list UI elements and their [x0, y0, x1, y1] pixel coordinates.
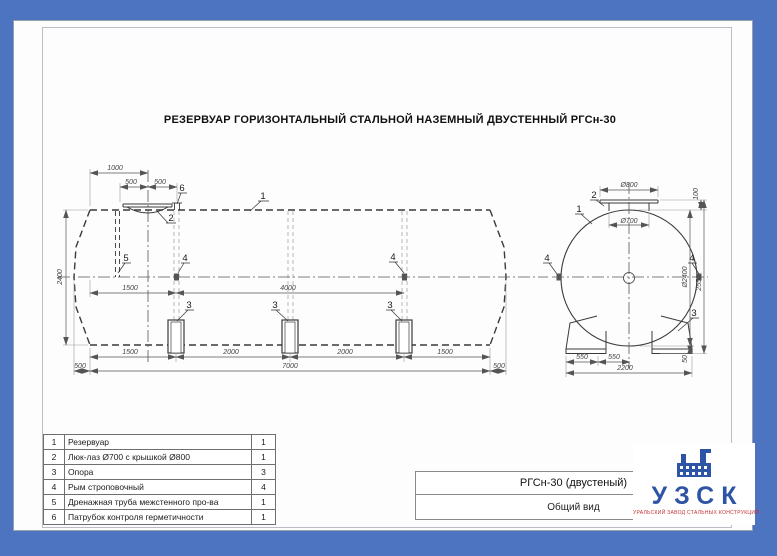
table-row	[44, 480, 276, 495]
dim-label: 2000	[223, 349, 239, 356]
end-view	[543, 182, 708, 377]
callout-6: 6	[179, 183, 185, 194]
dim-label: 4000	[280, 285, 296, 292]
dim-label: 50	[682, 355, 689, 363]
factory-icon	[674, 448, 714, 478]
part-qty: 1	[252, 435, 276, 450]
part-name: Опора	[65, 465, 252, 480]
part-qty: 3	[252, 465, 276, 480]
dim-label: 2200	[617, 365, 633, 372]
part-name: Люк-лаз Ø700 с крышкой Ø800	[65, 450, 252, 465]
side-view	[57, 165, 548, 375]
callout-1: 1	[260, 191, 266, 202]
callout-5: 5	[123, 253, 129, 264]
dim-label: Ø2400	[682, 266, 689, 288]
callout-1: 1	[576, 204, 582, 215]
dim-label: 550	[576, 354, 588, 361]
part-number: 6	[44, 510, 65, 525]
table-row	[44, 510, 276, 525]
dim-label: Ø700	[620, 218, 638, 225]
part-number: 4	[44, 480, 65, 495]
company-logo	[633, 443, 760, 525]
title-block-view: Общий вид	[547, 502, 600, 513]
dim-label: 500	[74, 363, 86, 370]
dim-label: 1500	[122, 349, 138, 356]
dim-label: 2400	[57, 269, 64, 285]
part-number: 5	[44, 495, 65, 510]
dim-label: Ø800	[620, 182, 638, 189]
dim-label: 7000	[282, 363, 298, 370]
dim-label: 1500	[437, 349, 453, 356]
part-qty: 4	[252, 480, 276, 495]
part-name: Дренажная труба межстенного про-ва	[65, 495, 252, 510]
dim-label: 1500	[122, 285, 138, 292]
dim-label: 1000	[107, 165, 123, 172]
dim-label: 100	[693, 188, 700, 200]
table-row	[44, 495, 276, 510]
title-block-model: РГСн-30 (двустеный)	[416, 472, 731, 495]
table-row	[44, 450, 276, 465]
callout-2: 2	[168, 213, 174, 224]
callout-2: 2	[591, 190, 597, 201]
dim-label: 500	[125, 179, 137, 186]
callout-4: 4	[544, 253, 550, 264]
part-qty: 1	[252, 450, 276, 465]
page-title: РЕЗЕРВУАР ГОРИЗОНТАЛЬНЫЙ СТАЛЬНОЙ НАЗЕМНЫЙ ДВУСТЕННЫЙ РГСн-30	[163, 114, 617, 126]
dim-label: 550	[608, 354, 620, 361]
part-name: Рым строповочный	[65, 480, 252, 495]
callout-4: 4	[390, 252, 396, 263]
callout-4: 4	[689, 253, 695, 264]
part-number: 3	[44, 465, 65, 480]
part-qty: 1	[252, 495, 276, 510]
callout-3: 3	[691, 308, 697, 319]
table-row	[44, 465, 276, 480]
part-name: Резервуар	[65, 435, 252, 450]
callout-3: 3	[186, 300, 192, 311]
table-row	[44, 435, 276, 450]
dim-label: 500	[493, 363, 505, 370]
callout-3: 3	[387, 300, 393, 311]
logo-abbr: УЗСК	[651, 482, 744, 510]
dim-label: 2000	[337, 349, 353, 356]
dim-label: 500	[154, 179, 166, 186]
dim-label: 2550	[696, 275, 703, 291]
callout-3: 3	[272, 300, 278, 311]
logo-tagline: УРАЛЬСКИЙ ЗАВОД СТАЛЬНЫХ КОНСТРУКЦИЙ	[633, 510, 760, 516]
part-name: Патрубок контроля герметичности	[65, 510, 252, 525]
part-number: 1	[44, 435, 65, 450]
part-number: 2	[44, 450, 65, 465]
part-qty: 1	[252, 510, 276, 525]
callout-4: 4	[182, 253, 188, 264]
parts-table	[43, 434, 276, 525]
